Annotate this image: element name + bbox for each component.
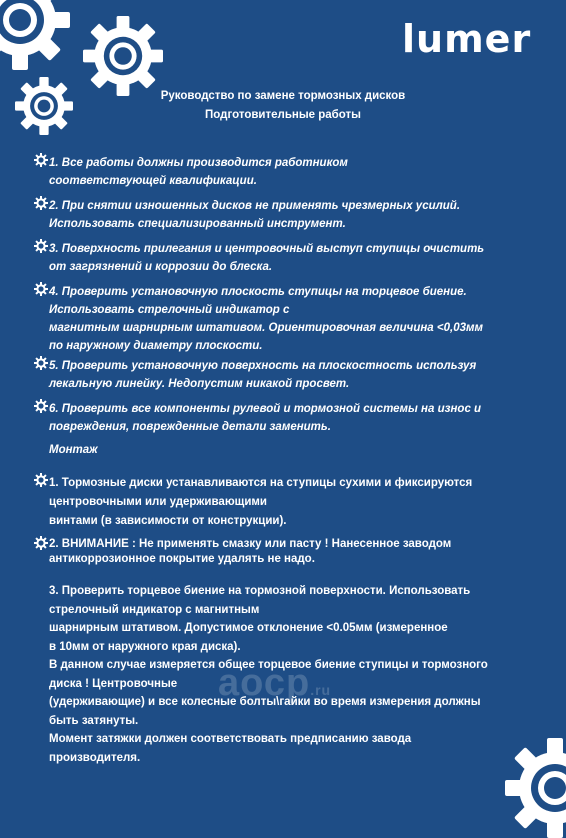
prep-item-text: 6. Проверить все компоненты рулевой и тормозной системы на износ и повреждения, поврежденные детали заменить. [49,403,482,433]
assembly-item [34,537,549,567]
assembly-item [34,474,549,531]
assembly-item-text: 1. Тормозные диски устанавливаются на ступицы сухими и фиксируются центровочными или удерживающими винтами (в зависимости от конструкции). [49,477,473,527]
gear-bullet-icon [34,473,48,487]
prep-item [34,283,549,355]
section-heading: Монтаж [49,444,98,456]
watermark-suffix: .ru [310,682,332,698]
prep-item-text: 3. Поверхность прилегания и центровочный выступ ступицы очистить от загрязнений и коррозии до блеска. [49,243,485,273]
prep-item-text: 2. При снятии изношенных дисков не применять чрезмерных усилий. Использовать специализированный инструмент. [49,200,461,230]
prep-item [34,400,549,436]
gear-bullet-icon [34,239,48,253]
prep-item-text: 5. Проверить установочную поверхность на плоскостность используя лекальную линейку. Недопустим никакой просвет. [49,360,477,390]
assembly-item-text: 3. Проверить торцевое биение на тормозной поверхности. Использовать стрелочный индикатор с магнитным шарнирным штативом. Допустимое отклонение <0.05мм (измеренное в 10мм от наружного края диска). В данном случае измеряется общее торцевое биение ступицы и тормозного диска ! Центровочные (удерживающие) и все колесные болты\гайки во время измерения должны быть затянуты. Момент затяжки должен соответствовать предписанию завода производителя. [49,585,488,764]
gear-bullet-icon [34,399,48,413]
prep-item [34,154,549,190]
page-title: Руководство по замене тормозных дисков [160,90,406,102]
prep-item [34,240,549,276]
gear-icon [83,16,163,96]
gear-icon [0,0,70,70]
prep-item [34,197,549,233]
assembly-item-text: 2. ВНИМАНИЕ : Не применять смазку или пасту ! Нанесенное заводом антикоррозионное покрытие удалять не надо. [49,538,452,565]
prep-item [34,357,549,393]
watermark-text: аоср [218,662,311,704]
gear-bullet-icon [34,153,48,167]
gear-bullet-icon [34,196,48,210]
prep-item-text: 4. Проверить установочную плоскость ступицы на торцевое биение. Использовать стрелочный индикатор с магнитным шарнирным штативом. Ориентировочная величина <0,03мм по наружному диаметру плоскости. [49,286,484,352]
watermark [218,662,331,705]
prep-item-text: 1. Все работы должны производится работником соответствующей квалификации. [49,157,348,187]
gear-bullet-icon [34,356,48,370]
brand-logo: lumer [402,17,532,61]
gear-bullet-icon [34,282,48,296]
page-subtitle: Подготовительные работы [205,109,361,121]
gear-bullet-icon [34,536,48,550]
gear-icon [15,77,73,135]
